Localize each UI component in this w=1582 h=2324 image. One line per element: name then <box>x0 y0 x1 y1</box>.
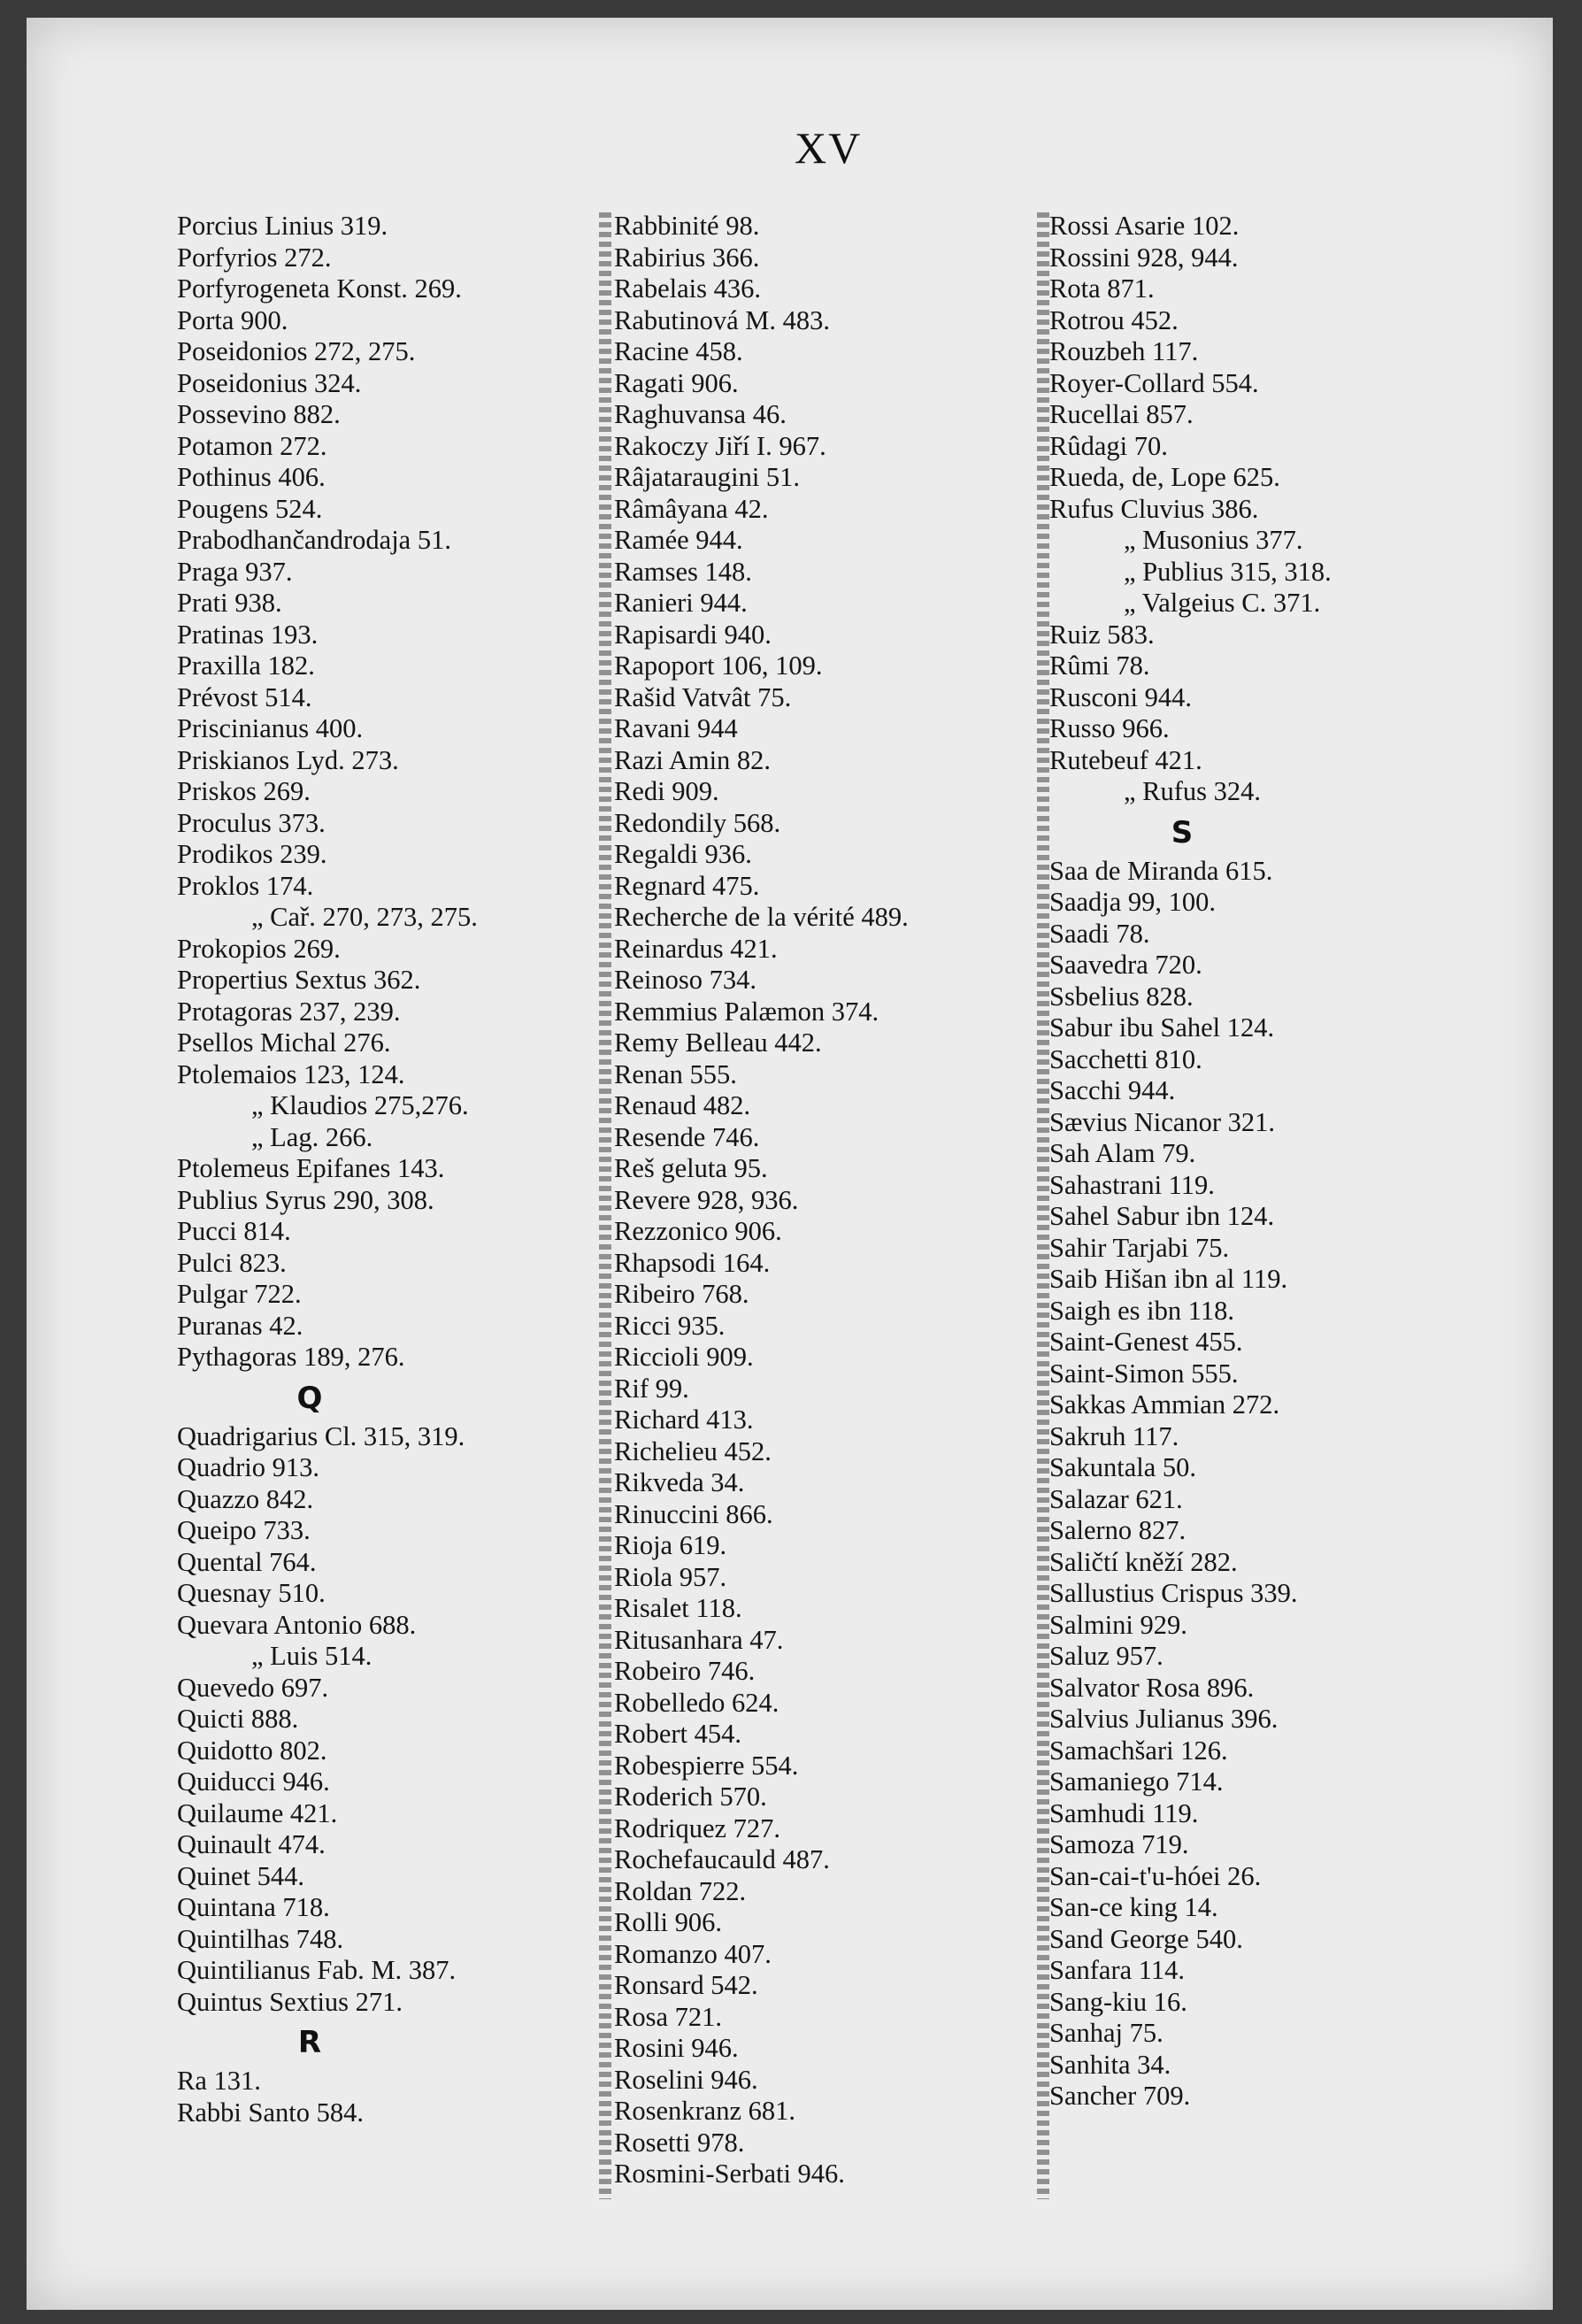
index-entry: Porta 900. <box>177 304 288 335</box>
index-entry: Saint-Genest 455. <box>1049 1327 1243 1357</box>
index-entry: Sanhaj 75. <box>1049 2018 1163 2048</box>
index-entry: Ptolemaios 123, 124. <box>177 1058 405 1089</box>
index-entry: Ritusanhara 47. <box>614 1624 784 1655</box>
index-entry: Rapoport 106, 109. <box>614 650 823 681</box>
index-entry: Protagoras 237, 239. <box>177 996 401 1027</box>
index-entry: Pulgar 722. <box>177 1279 302 1309</box>
index-entry: Quevara Antonio 688. <box>177 1609 417 1640</box>
index-entry: Salazar 621. <box>1049 1483 1183 1514</box>
index-entry: Samoza 719. <box>1049 1829 1189 1859</box>
index-entry: Remmius Palæmon 374. <box>614 996 879 1027</box>
index-entry: Quadrio 913. <box>177 1452 319 1482</box>
index-entry: Rodriquez 727. <box>614 1812 781 1843</box>
index-entry: Sakuntala 50. <box>1049 1452 1197 1482</box>
index-entry: Prati 938. <box>177 588 282 618</box>
index-entry: Quinet 544. <box>177 1860 305 1891</box>
index-entry: Rutebeuf 421. <box>1049 744 1202 775</box>
index-entry: Rif 99. <box>614 1373 689 1404</box>
index-entry: Robert 454. <box>614 1719 742 1749</box>
index-entry: Potamon 272. <box>177 430 327 461</box>
index-entry: Pougens 524. <box>177 493 323 524</box>
index-entry: Recherche de la vérité 489. <box>614 902 909 932</box>
index-entry: Robeiro 746. <box>614 1656 756 1686</box>
index-entry: Sacchi 944. <box>1049 1075 1176 1105</box>
index-entry: Richard 413. <box>614 1404 754 1435</box>
index-entry: Roldan 722. <box>614 1875 747 1906</box>
index-entry: Sahir Tarjabi 75. <box>1049 1232 1230 1263</box>
index-entry: Rosetti 978. <box>614 2127 745 2158</box>
index-entry: Quinault 474. <box>177 1829 326 1859</box>
index-entry: Praga 937. <box>177 556 293 587</box>
index-entry: Sacchetti 810. <box>1049 1043 1202 1074</box>
index-entry: Prokopios 269. <box>177 933 341 964</box>
index-entry: Saluz 957. <box>1049 1641 1163 1671</box>
index-entry: Râmâyana 42. <box>614 493 769 524</box>
index-entry: „ Lag. 266. <box>251 1121 373 1152</box>
index-entry: Saličtí kněží 282. <box>1049 1546 1238 1577</box>
index-entry: Quintilianus Fab. M. 387. <box>177 1955 457 1985</box>
index-entry: Royer-Collard 554. <box>1049 367 1259 398</box>
index-entry: Ra 131. <box>177 2066 261 2096</box>
index-entry: Quiducci 946. <box>177 1766 330 1797</box>
index-entry: Salvator Rosa 896. <box>1049 1672 1255 1703</box>
section-letter-r: R <box>297 2025 322 2060</box>
index-entry: Rûmi 78. <box>1049 650 1150 681</box>
index-entry: Samachšari 126. <box>1049 1735 1228 1766</box>
index-entry: Quintana 718. <box>177 1892 330 1922</box>
index-entry: Saigh es ibn 118. <box>1049 1295 1234 1326</box>
index-entry: Sanfara 114. <box>1049 1955 1186 1985</box>
index-entry: Sanhita 34. <box>1049 2049 1171 2080</box>
index-entry: Resende 746. <box>614 1121 760 1152</box>
index-entry: „ Valgeius C. 371. <box>1124 588 1321 618</box>
index-entry: Saib Hišan ibn al 119. <box>1049 1264 1288 1294</box>
entries-r-col3 <box>1049 211 1509 525</box>
index-entry: Quilaume 421. <box>177 1797 338 1828</box>
index-entry: Rabbinité 98. <box>614 211 760 241</box>
index-entry: Ragati 906. <box>614 367 739 398</box>
index-entry: „ Rufus 324. <box>1124 776 1262 806</box>
index-entry: Sah Alam 79. <box>1049 1138 1196 1168</box>
index-entry: Ramses 148. <box>614 556 752 587</box>
index-entry: Quevedo 697. <box>177 1672 329 1703</box>
index-entry: Sang-kiu 16. <box>1049 1986 1187 2017</box>
index-entry: Quental 764. <box>177 1546 317 1577</box>
index-entry: Rapisardi 940. <box>614 619 772 650</box>
index-entry: Samaniego 714. <box>1049 1766 1224 1797</box>
index-entry: Publius Syrus 290, 308. <box>177 1184 434 1215</box>
index-entry: Priscinianus 400. <box>177 713 364 743</box>
index-entry: „ Luis 514. <box>251 1641 372 1671</box>
index-entry: Proculus 373. <box>177 807 326 838</box>
index-entry: Samhudi 119. <box>1049 1797 1199 1828</box>
index-entry: Redondily 568. <box>614 807 781 838</box>
index-entry: Priskos 269. <box>177 776 311 806</box>
index-entry: Robelledo 624. <box>614 1687 779 1718</box>
index-entry: Rhapsodi 164. <box>614 1247 771 1278</box>
index-entry: Saadi 78. <box>1049 918 1150 949</box>
index-entry: Rinuccini 866. <box>614 1498 773 1529</box>
index-column-2 <box>614 211 1043 2190</box>
index-entry: „ Musonius 377. <box>1124 525 1303 555</box>
index-entry: Ronsard 542. <box>614 1970 758 2000</box>
index-entry: Roselini 946. <box>614 2064 758 2095</box>
index-entry: Razi Amin 82. <box>614 744 772 775</box>
index-entry: Poseidonius 324. <box>177 367 362 398</box>
index-entry: Salerno 827. <box>1049 1515 1186 1545</box>
index-entry: Regaldi 936. <box>614 839 752 869</box>
section-letter-s: S <box>1171 814 1194 850</box>
index-entry: Rašid Vatvât 75. <box>614 681 792 712</box>
index-entry: Rabutinová M. 483. <box>614 304 830 335</box>
index-entry: Rusconi 944. <box>1049 681 1192 712</box>
index-entry: Psellos Michal 276. <box>177 1027 391 1058</box>
entries-q2 <box>177 1673 602 2019</box>
index-entry: Rûdagi 70. <box>1049 430 1168 461</box>
index-entry: Rakoczy Jiří I. 967. <box>614 430 826 461</box>
index-entry: Saa de Miranda 615. <box>1049 855 1273 886</box>
index-entry: „ Cař. 270, 273, 275. <box>251 902 478 932</box>
index-entry: Rosa 721. <box>614 2001 722 2032</box>
index-entry: Rabbi Santo 584. <box>177 2097 364 2128</box>
entries-p2 <box>177 934 602 1091</box>
index-entry: Quazzo 842. <box>177 1483 314 1514</box>
index-entry: Risalet 118. <box>614 1593 742 1623</box>
index-entry: Reinardus 421. <box>614 933 778 964</box>
index-entry: Ptolemeus Epifanes 143. <box>177 1153 445 1183</box>
index-entry: Prodikos 239. <box>177 839 327 869</box>
index-entry: Saadja 99, 100. <box>1049 887 1217 917</box>
index-entry: Riola 957. <box>614 1561 727 1592</box>
index-entry: Porfyrios 272. <box>177 242 332 273</box>
index-entry: Quintilhas 748. <box>177 1923 344 1954</box>
index-entry: Sakruh 117. <box>1049 1420 1179 1451</box>
index-column-3 <box>1049 211 1509 2112</box>
index-entry: Sancher 709. <box>1049 2081 1191 2111</box>
index-entry: Rossi Asarie 102. <box>1049 211 1240 241</box>
index-entry: Rezzonico 906. <box>614 1216 782 1246</box>
index-entry: Râjataraugini 51. <box>614 462 801 492</box>
index-entry: Ranieri 944. <box>614 588 748 618</box>
index-entry: Proklos 174. <box>177 870 314 901</box>
index-entry: Priskianos Lyd. 273. <box>177 744 399 775</box>
index-entry: Raghuvansa 46. <box>614 399 787 429</box>
index-entry: Regnard 475. <box>614 870 760 901</box>
entries-r-col2 <box>614 211 1043 2190</box>
index-entry: Ssbelius 828. <box>1049 981 1194 1012</box>
index-entry: „ Klaudios 275,276. <box>251 1090 469 1120</box>
index-entry: Russo 966. <box>1049 713 1170 743</box>
index-entry: Propertius Sextus 362. <box>177 965 421 995</box>
index-column-1 <box>177 211 602 2128</box>
index-entry: Quicti 888. <box>177 1704 299 1734</box>
index-entry: Sand George 540. <box>1049 1923 1243 1954</box>
index-entry: Porcius Linius 319. <box>177 211 388 241</box>
entries-r2-col3 <box>1049 619 1509 777</box>
index-entry: Salmini 929. <box>1049 1609 1187 1640</box>
entries-r <box>177 2066 602 2128</box>
index-entry: Rabirius 366. <box>614 242 760 273</box>
index-entry: Poseidonios 272, 275. <box>177 336 416 366</box>
index-entry: Pucci 814. <box>177 1216 291 1246</box>
index-entry: Rolli 906. <box>614 1907 723 1937</box>
index-entry: Saavedra 720. <box>1049 950 1202 980</box>
index-entry: Reinoso 734. <box>614 965 756 995</box>
index-entry: Salvius Julianus 396. <box>1049 1704 1279 1734</box>
entries-s <box>1049 856 1509 2112</box>
entries-q <box>177 1421 602 1642</box>
index-entry: Quintus Sextius 271. <box>177 1986 403 2017</box>
index-entry: Ricci 935. <box>614 1310 726 1341</box>
index-entry: San-ce king 14. <box>1049 1892 1218 1922</box>
index-entry: Rotrou 452. <box>1049 304 1179 335</box>
index-entry: Reš geluta 95. <box>614 1153 768 1183</box>
index-entry: Sahel Sabur ibn 124. <box>1049 1201 1275 1231</box>
index-entry: Renan 555. <box>614 1058 737 1089</box>
index-entry: Rosini 946. <box>614 2033 739 2063</box>
index-entry: Sakkas Ammian 272. <box>1049 1389 1280 1420</box>
entries-p3 <box>177 1153 602 1374</box>
index-page <box>27 18 1553 2310</box>
index-entry: Pratinas 193. <box>177 619 319 650</box>
index-entry: Ruiz 583. <box>1049 619 1155 650</box>
index-entry: Riccioli 909. <box>614 1342 754 1372</box>
index-entry: Richelieu 452. <box>614 1435 772 1466</box>
index-entry: Rioja 619. <box>614 1530 727 1560</box>
index-entry: Pulci 823. <box>177 1247 287 1278</box>
index-entry: Romanzo 407. <box>614 1938 772 1969</box>
index-entry: Rikveda 34. <box>614 1467 745 1497</box>
index-entry: Ravani 944 <box>614 713 738 743</box>
index-entry: Rossini 928, 944. <box>1049 242 1239 273</box>
index-entry: Pothinus 406. <box>177 462 326 492</box>
index-entry: Possevino 882. <box>177 399 341 429</box>
index-entry: Sævius Nicanor 321. <box>1049 1106 1276 1137</box>
index-entry: Rosenkranz 681. <box>614 2096 795 2126</box>
index-entry: San-cai-t'u-hóei 26. <box>1049 1860 1262 1891</box>
index-entry: Rucellai 857. <box>1049 399 1194 429</box>
index-entry: Sallustius Crispus 339. <box>1049 1578 1298 1608</box>
index-entry: Redi 909. <box>614 776 719 806</box>
index-entry: Ribeiro 768. <box>614 1279 749 1309</box>
index-entry: Rouzbeh 117. <box>1049 336 1199 366</box>
index-entry: Rufus Cluvius 386. <box>1049 493 1259 524</box>
index-entry: Pythagoras 189, 276. <box>177 1342 405 1372</box>
index-entry: Sabur ibu Sahel 124. <box>1049 1012 1275 1043</box>
index-entry: Prabodhančandrodaja 51. <box>177 525 451 555</box>
index-entry: Rueda, de, Lope 625. <box>1049 462 1280 492</box>
index-entry: Porfyrogeneta Konst. 269. <box>177 273 462 304</box>
index-entry: Roderich 570. <box>614 1781 767 1812</box>
index-entry: Rochefaucauld 487. <box>614 1844 830 1874</box>
index-entry: Renaud 482. <box>614 1090 751 1120</box>
index-entry: Sahastrani 119. <box>1049 1169 1215 1200</box>
index-entry: Quadrigarius Cl. 315, 319. <box>177 1420 465 1451</box>
index-entry: Rota 871. <box>1049 273 1155 304</box>
index-entry: Ramée 944. <box>614 525 743 555</box>
index-entry: Quesnay 510. <box>177 1578 326 1608</box>
index-entry: Rabelais 436. <box>614 273 762 304</box>
index-entry: Racine 458. <box>614 336 743 366</box>
index-entry: Saint-Simon 555. <box>1049 1358 1239 1389</box>
index-entry: Remy Belleau 442. <box>614 1027 822 1058</box>
index-entry: Prévost 514. <box>177 681 312 712</box>
entries-p <box>177 211 602 902</box>
index-entry: Rosmini-Serbati 946. <box>614 2159 845 2189</box>
page-number: XV <box>795 123 863 173</box>
section-letter-q: Q <box>296 1380 323 1416</box>
index-entry: Queipo 733. <box>177 1515 311 1545</box>
index-entry: Revere 928, 936. <box>614 1184 799 1215</box>
index-entry: Puranas 42. <box>177 1310 303 1341</box>
index-entry: Praxilla 182. <box>177 650 315 681</box>
index-entry: Robespierre 554. <box>614 1750 799 1781</box>
index-entry: „ Publius 315, 318. <box>1124 556 1332 587</box>
index-entry: Quidotto 802. <box>177 1735 327 1766</box>
